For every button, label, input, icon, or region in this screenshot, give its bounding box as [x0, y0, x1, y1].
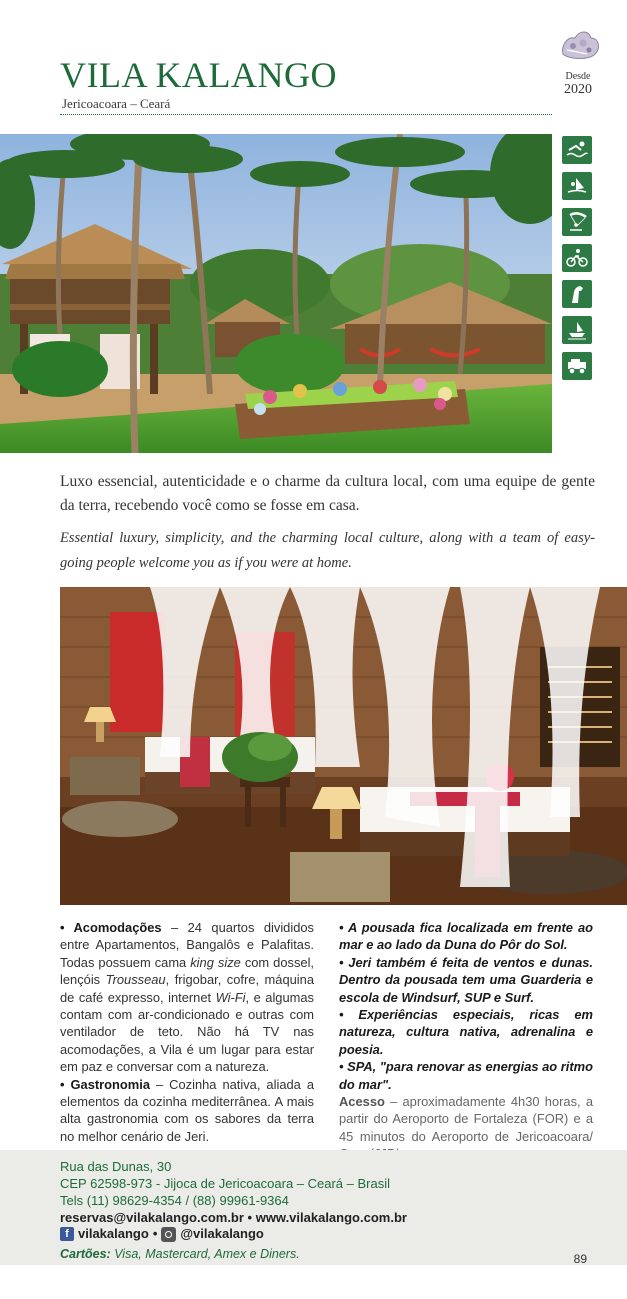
header-divider: [60, 114, 552, 115]
swimming-icon: [562, 136, 592, 164]
since-year: 2020: [564, 82, 592, 97]
gastronomy-paragraph: • Gastronomia – Cozinha nativa, aliada a elementos da cozinha mediterrânea. A mais alta gastronomia com os sabores da terra no melhor cenário de Jeri.: [60, 1076, 314, 1144]
buggy-icon: [562, 352, 592, 380]
access-heading: Acesso: [339, 1094, 385, 1110]
location-highlight: • A pousada fica localizada em frente ao mar e ao lado da Duna do Pôr do Sol.: [339, 920, 593, 953]
cards-list: Visa, Mastercard, Amex e Diners.: [110, 1247, 300, 1261]
address-line: Rua das Dunas, 30: [60, 1159, 172, 1174]
bedroom-photo: [60, 587, 627, 905]
activities-icon-bar: [562, 136, 592, 388]
access-paragraph: Acesso – aproximadamente 4h30 horas, a partir do Aeroporto de Fortaleza (FOR) e a 45 minutos do Aeroporto de Jericoacoara/: [339, 1094, 593, 1144]
facebook-handle[interactable]: vilakalango: [78, 1226, 149, 1241]
boat-icon: [562, 316, 592, 344]
highlights-column: [339, 919, 593, 1163]
cep-line: CEP 62598-973 - Jijoca de Jericoacoara – Ceará – Brasil: [60, 1176, 390, 1191]
experiences-highlight: • Experiências especiais, ricas em natureza, cultura nativa, adrenalina e poesia.: [339, 1007, 593, 1057]
accommodations-paragraph: • Acomodações – 24 quartos divididos entre Apartamentos, Bangalôs e Palafitas. Todas possuem cama king size com dossel, lençóis Trousseau, frigobar, cofre, máquina de café expresso, internet Wi-Fi, e algumas contam com ar-condicionado e outras com ventilador de teto. Não há TV nas acomodações, a Vila é um lugar para estar em paz e conversar com a natureza.: [60, 920, 315, 1075]
social-line: [60, 1226, 264, 1242]
amenities-column: [60, 919, 314, 1145]
facebook-icon: f: [60, 1227, 74, 1241]
intro-english: Essential luxury, simplicity, and the charming local culture, along with a team of easy-going people welcome you as if you were at home.: [60, 530, 595, 571]
resort-garden-photo: [0, 134, 552, 453]
since-label: Desde: [565, 71, 591, 82]
email-website-line[interactable]: reservas@vilakalango.com.br • www.vilakalango.com.br: [60, 1210, 407, 1225]
cycling-icon: [562, 244, 592, 272]
hotel-title: VILA KALANGO: [60, 55, 337, 95]
established-since: [564, 71, 592, 98]
horse-riding-icon: [562, 280, 592, 308]
spa-highlight: • SPA, "para renovar as energias ao ritmo do mar".: [339, 1059, 593, 1092]
social-separator: •: [152, 1226, 158, 1241]
page-number: 89: [573, 1252, 587, 1266]
hotel-location: Jericoacoara – Ceará: [62, 96, 171, 111]
gastronomy-heading: • Gastronomia: [60, 1076, 151, 1092]
intro-portuguese: Luxo essencial, autenticidade e o charme da cultura local, com uma equipe de gente da terra, recebendo você como se fosse em casa.: [60, 473, 595, 514]
cards-line: [60, 1246, 300, 1262]
instagram-icon: [161, 1227, 176, 1242]
windsurf-highlight: • Jeri também é feita de ventos e dunas. Dentro da pousada tem uma Guarderia e escola de Windsurf, SUP e Surf.: [339, 954, 593, 1005]
accommodations-heading: • Acomodações: [60, 920, 162, 935]
instagram-handle[interactable]: @vilakalango: [180, 1226, 264, 1241]
kitesurf-icon: [562, 208, 592, 236]
cards-label: Cartões:: [60, 1247, 111, 1261]
phone-line[interactable]: Tels (11) 98629-4354 / (88) 99961-9364: [60, 1193, 289, 1208]
vila-kalango-logo: [557, 26, 603, 66]
windsurf-icon: [562, 172, 592, 200]
